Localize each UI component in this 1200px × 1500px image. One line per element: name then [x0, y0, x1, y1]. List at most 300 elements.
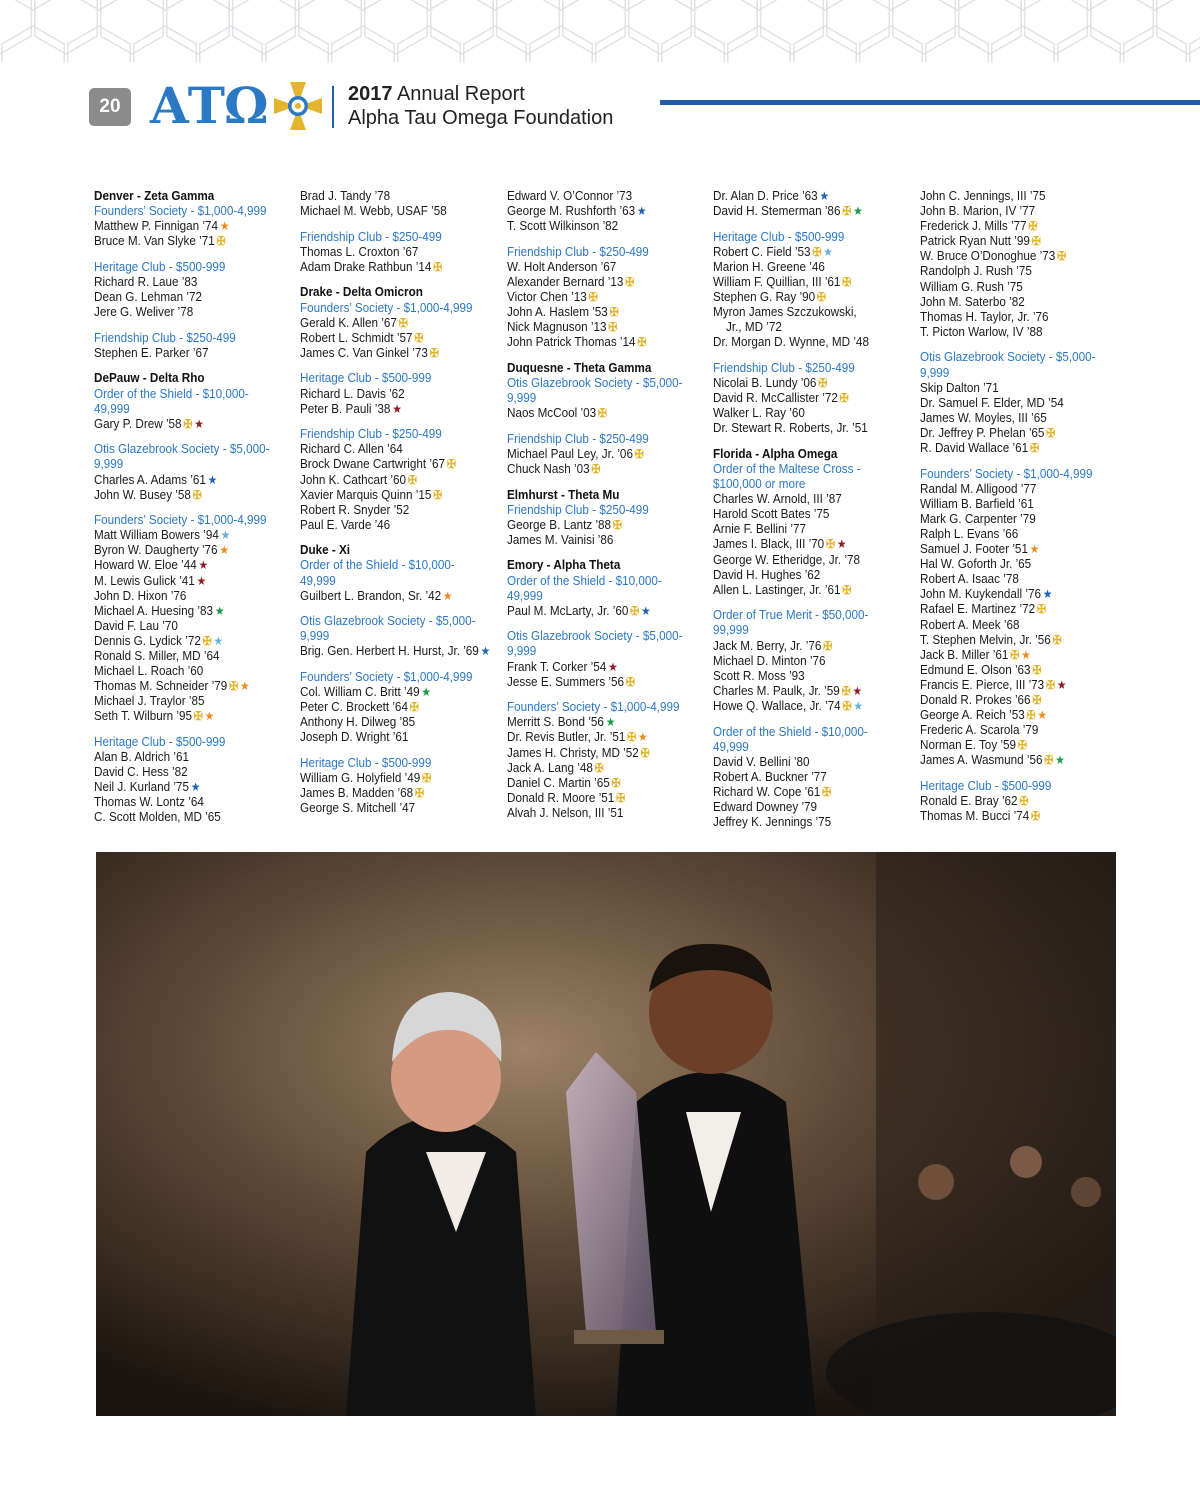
maltese-cross-icon: ✠ — [407, 472, 417, 487]
donor-name — [300, 487, 484, 502]
donor-name — [300, 330, 484, 345]
star-icon: ★ — [636, 204, 647, 219]
donor-name — [507, 304, 691, 319]
star-icon: ★ — [392, 401, 402, 416]
donor-name — [920, 752, 1104, 767]
donor-name — [94, 218, 278, 233]
donor-name-text: Mark G. Carpenter ’79 — [920, 510, 1036, 526]
donor-name — [94, 618, 278, 633]
giving-level: Otis Glazebrook Society - $5,000-9,999 — [94, 441, 270, 472]
donor-name-text: Jeffrey K. Jennings ’75 — [713, 814, 832, 830]
donor-name-text: John K. Cathcart ’60 — [300, 471, 407, 487]
donor-name-text: Jack A. Lang ’48 — [507, 759, 593, 775]
donor-name — [300, 699, 484, 714]
donor-name — [507, 775, 691, 790]
donor-name-text: Peter B. Pauli ’38 — [300, 400, 391, 416]
donor-name — [94, 749, 278, 764]
donor-name-text: Charles M. Paulk, Jr. ’59 — [713, 682, 840, 698]
donor-name — [300, 259, 484, 274]
star-icon: ★ — [853, 698, 864, 713]
donor-section — [713, 360, 897, 435]
donor-section — [94, 441, 278, 501]
donor-name — [507, 218, 691, 233]
donor-name — [507, 790, 691, 805]
donor-name — [920, 586, 1104, 601]
donor-name-text: M. Lewis Gulick ’41 — [94, 572, 195, 588]
maltese-cross-icon: ✠ — [616, 790, 626, 805]
donor-name — [920, 737, 1104, 752]
star-icon: ★ — [480, 644, 491, 659]
maltese-cross-icon: ✠ — [183, 416, 193, 431]
donor-name-text: Michael J. Traylor ’85 — [94, 693, 205, 709]
donor-name — [920, 380, 1104, 395]
star-icon: ★ — [198, 558, 209, 573]
donor-name — [300, 588, 484, 603]
donor-name — [94, 573, 278, 588]
maltese-cross-icon: ✠ — [409, 700, 419, 715]
donor-name-text: David R. McCallister ’72 — [713, 390, 838, 406]
maltese-cross-icon: ✠ — [1052, 632, 1062, 647]
donor-name — [300, 401, 484, 416]
donor-name — [94, 633, 278, 648]
donor-name — [94, 472, 278, 487]
giving-level: Founders’ Society - $1,000-4,999 — [94, 203, 267, 219]
giving-level: Founders’ Society - $1,000-4,999 — [507, 699, 680, 715]
star-icon: ★ — [836, 537, 847, 552]
donor-name — [300, 386, 484, 401]
chapter-heading: Florida - Alpha Omega — [713, 445, 838, 461]
donor-name — [920, 677, 1104, 692]
donor-name — [920, 263, 1104, 278]
donor-name — [94, 304, 278, 319]
donor-name — [507, 274, 691, 289]
donor-name — [713, 653, 897, 668]
chapter-heading: Denver - Zeta Gamma — [94, 188, 215, 203]
donor-name-text: Richard R. Laue ’83 — [94, 273, 198, 289]
donor-name — [920, 647, 1104, 662]
donor-name — [507, 334, 691, 349]
giving-level: Otis Glazebrook Society - $5,000-9,999 — [920, 349, 1096, 380]
donor-name-text: John M. Saterbo ’82 — [920, 293, 1025, 309]
donor-name-text: William G. Rush ’75 — [920, 278, 1023, 294]
donor-section — [300, 755, 484, 815]
header-rule — [660, 100, 1200, 105]
star-icon: ★ — [204, 709, 215, 724]
donor-name-text: Matt William Bowers ’94 — [94, 527, 219, 543]
donor-section — [300, 370, 484, 415]
donor-name — [713, 567, 897, 582]
donor-name-text: David C. Hess ’82 — [94, 764, 188, 780]
giving-level: Friendship Club - $250-499 — [507, 430, 649, 446]
donor-name-text: Frederic A. Scarola ’79 — [920, 722, 1039, 738]
donor-name-text: John Patrick Thomas ’14 — [507, 334, 636, 350]
donor-name-text: James I. Black, III ’70 — [713, 536, 825, 552]
hexagon-pattern-band — [0, 0, 1200, 62]
report-subtitle: Alpha Tau Omega Foundation — [348, 107, 614, 129]
donor-name-text: Peter C. Brockett ’64 — [300, 699, 408, 715]
donor-section — [300, 613, 491, 659]
donor-name — [300, 244, 484, 259]
star-icon: ★ — [852, 683, 863, 698]
donor-section — [300, 426, 484, 532]
donor-name-text: James H. Christy, MD ’52 — [507, 744, 639, 760]
donor-name-text: Bruce M. Van Slyke ’71 — [94, 233, 215, 249]
donor-name-text: Nicolai B. Lundy ’06 — [713, 375, 817, 391]
donor-name-text: Robert A. Buckner ’77 — [713, 768, 827, 784]
donor-name — [94, 648, 278, 663]
donor-name — [920, 218, 1104, 233]
donor-name-text: Dennis G. Lydick ’72 — [94, 632, 201, 648]
star-icon: ★ — [605, 715, 616, 730]
maltese-cross-icon: ✠ — [839, 391, 849, 406]
donor-name — [713, 552, 897, 567]
donor-name — [920, 324, 1104, 339]
chapter-heading: DePauw - Delta Rho — [94, 370, 205, 386]
donor-name — [713, 521, 897, 536]
star-icon: ★ — [608, 659, 618, 674]
logo-letters: ΑΤΩ — [150, 76, 268, 135]
donor-name — [94, 542, 278, 557]
donor-name-text: Dean G. Lehman ’72 — [94, 289, 202, 305]
donor-name — [94, 274, 278, 289]
donor-name — [920, 662, 1104, 677]
donor-section — [713, 724, 897, 830]
giving-level: Order of the Shield - $10,000-49,999 — [507, 572, 662, 603]
donor-name — [94, 678, 278, 693]
donor-name-text: Jack B. Miller ’61 — [920, 646, 1009, 662]
chapter-heading: Duquesne - Theta Gamma — [507, 359, 652, 375]
donor-name-text: Frank T. Corker ’54 — [507, 658, 607, 674]
donor-name — [713, 274, 897, 289]
donor-name-text: Nick Magnuson ’13 — [507, 319, 607, 335]
donor-name-text: Dr. Morgan D. Wynne, MD ’48 — [713, 334, 869, 350]
giving-level: Heritage Club - $500-999 — [300, 755, 432, 770]
star-icon: ★ — [1055, 753, 1065, 768]
donor-name — [507, 603, 691, 618]
donor-name-text: Adam Drake Rathbun ’14 — [300, 258, 432, 274]
maltese-cross-icon: ✠ — [625, 274, 635, 289]
donor-name — [94, 693, 278, 708]
giving-level: Otis Glazebrook Society - $5,000-9,999 — [507, 628, 683, 659]
donor-name — [713, 244, 897, 259]
maltese-cross-icon: ✠ — [433, 259, 443, 274]
donor-name-text: Walker L. Ray ’60 — [713, 405, 805, 421]
donor-name-text: Dr. Revis Butler, Jr. ’51 — [507, 729, 626, 745]
donor-name-text: Michael M. Webb, USAF ’58 — [300, 203, 447, 219]
giving-level: Friendship Club - $250-499 — [300, 228, 442, 244]
donor-name — [300, 517, 484, 532]
donor-name — [920, 601, 1104, 616]
maltese-cross-icon: ✠ — [812, 244, 822, 259]
donor-name-text: Thomas L. Croxton ’67 — [300, 243, 419, 259]
donor-name — [94, 527, 278, 542]
donor-name — [713, 375, 897, 390]
donor-name-text: Howe Q. Wallace, Jr. ’74 — [713, 697, 841, 713]
donor-section — [94, 330, 278, 360]
maltese-cross-icon: ✠ — [193, 709, 203, 724]
donor-name-text: Rafael E. Martinez ’72 — [920, 601, 1036, 617]
maltese-cross-icon: ✠ — [637, 335, 647, 350]
donor-name-text: George B. Lantz ’88 — [507, 516, 612, 532]
donor-name — [713, 188, 897, 203]
chapter-heading: Elmhurst - Theta Mu — [507, 486, 620, 502]
donor-name-text: Naos McCool ’03 — [507, 405, 597, 421]
donor-name — [920, 571, 1104, 586]
donor-name — [713, 799, 897, 814]
donor-name-text: Donald R. Prokes ’66 — [920, 692, 1031, 707]
donor-name — [713, 304, 897, 319]
donor-name — [94, 487, 278, 502]
maltese-cross-icon: ✠ — [816, 290, 826, 305]
giving-level: Heritage Club - $500-999 — [920, 777, 1052, 793]
star-icon: ★ — [214, 603, 225, 618]
donor-name-text: Ralph L. Evans ’66 — [920, 525, 1019, 541]
donor-name-text: George S. Mitchell ’47 — [300, 800, 416, 816]
donor-name — [507, 674, 691, 689]
donor-name-text: William F. Quillian, III ’61 — [713, 273, 841, 289]
donor-name-text: Joseph D. Wright ’61 — [300, 729, 409, 745]
donor-name — [300, 785, 484, 800]
donor-name — [713, 683, 897, 698]
donor-name-text: Edmund E. Olson ’63 — [920, 661, 1031, 677]
donor-name — [300, 770, 484, 785]
giving-level: Friendship Club - $250-499 — [507, 243, 649, 259]
donor-name-text: Frederick J. Mills ’77 — [920, 218, 1027, 234]
donor-name-text: T. Stephen Melvin, Jr. ’56 — [920, 631, 1051, 647]
donor-name — [507, 659, 691, 674]
donor-name-text: T. Picton Warlow, IV ’88 — [920, 323, 1043, 339]
donor-column-1 — [94, 188, 278, 835]
donor-name — [94, 416, 278, 431]
donor-name-text: Robert C. Field ’53 — [713, 243, 811, 259]
report-title — [348, 83, 613, 130]
star-icon: ★ — [1021, 647, 1031, 662]
maltese-cross-icon: ✠ — [640, 745, 650, 760]
donor-name — [507, 289, 691, 304]
donor-name-text: Matthew P. Finnigan ’74 — [94, 218, 219, 234]
giving-level: Founders’ Society - $1,000-4,999 — [300, 299, 473, 315]
donor-name-text: Allen L. Lastinger, Jr. ’61 — [713, 581, 841, 597]
donor-name — [94, 557, 278, 572]
donor-section — [507, 360, 691, 420]
donor-section — [94, 734, 278, 825]
donor-name — [94, 708, 278, 723]
donor-name-text: Ronald E. Bray ’62 — [920, 793, 1018, 809]
donor-name-text: Stephen E. Parker ’67 — [94, 344, 209, 360]
donor-name — [920, 410, 1104, 425]
donor-name — [920, 481, 1104, 496]
giving-level: Friendship Club - $250-499 — [300, 426, 442, 442]
donor-section — [94, 512, 278, 723]
donor-name — [507, 405, 691, 420]
star-icon: ★ — [219, 219, 230, 234]
giving-level: Founders’ Society - $1,000-4,999 — [300, 669, 473, 685]
maltese-cross-icon: ✠ — [1046, 425, 1056, 440]
giving-level: Order of the Maltese Cross - $100,000 or more — [713, 461, 861, 492]
donor-name-text: Randal M. Alligood ’77 — [920, 480, 1037, 496]
ato-logo — [150, 76, 324, 135]
giving-level: Friendship Club - $250-499 — [507, 501, 649, 517]
donor-name — [920, 279, 1104, 294]
giving-level: Founders’ Society - $1,000-4,999 — [94, 512, 267, 528]
header-divider — [332, 86, 334, 128]
donor-section — [713, 229, 897, 350]
donor-name-text: R. David Wallace ’61 — [920, 440, 1029, 455]
donor-name — [713, 390, 897, 405]
giving-level: Friendship Club - $250-499 — [713, 359, 855, 375]
donor-name — [920, 526, 1104, 541]
donor-name — [920, 395, 1104, 410]
maltese-cross-icon: ✠ — [594, 760, 604, 775]
maltese-cross-icon: ✠ — [841, 683, 851, 698]
donor-name — [300, 315, 484, 330]
maltese-cross-icon: ✠ — [625, 674, 635, 689]
donor-name — [713, 289, 897, 304]
star-icon: ★ — [207, 472, 218, 487]
donor-name-text: C. Scott Molden, MD ’65 — [94, 809, 221, 825]
giving-level: Heritage Club - $500-999 — [300, 370, 432, 386]
donor-name-text: James B. Madden ’68 — [300, 785, 414, 801]
donor-name-text: Alexander Bernard ’13 — [507, 273, 624, 289]
donor-name-text: Brad J. Tandy ’78 — [300, 188, 391, 203]
giving-level: Order of the Shield - $10,000-49,999 — [300, 557, 455, 588]
donor-name-text: James W. Moyles, III ’65 — [920, 409, 1047, 425]
donor-name — [507, 745, 691, 760]
donor-name-text: Paul M. McLarty, Jr. ’60 — [507, 602, 629, 618]
donor-name-text: Jack M. Berry, Jr. ’76 — [713, 637, 822, 653]
donor-name-text: W. Holt Anderson ’67 — [507, 258, 617, 274]
donor-name — [713, 334, 897, 349]
donor-name-text: Edward V. O’Connor ’73 — [507, 188, 633, 203]
donor-section — [300, 229, 484, 274]
chapter-heading: Drake - Delta Omicron — [300, 284, 423, 300]
donor-name — [920, 556, 1104, 571]
donor-name — [713, 784, 897, 799]
donor-name — [713, 582, 897, 597]
donor-name — [920, 309, 1104, 324]
donor-column-4 — [713, 188, 897, 840]
donor-name — [920, 511, 1104, 526]
donor-name-text: Merritt S. Bond ’56 — [507, 714, 604, 730]
donor-name-text: Michael D. Minton ’76 — [713, 652, 826, 668]
donor-section — [920, 349, 1104, 455]
donor-name-text: Xavier Marquis Quinn ’15 — [300, 486, 432, 502]
donor-name-text: Thomas M. Bucci ’74 — [920, 808, 1030, 824]
donor-name — [507, 461, 691, 476]
donor-name — [300, 684, 484, 699]
donor-name — [713, 491, 897, 506]
maltese-cross-icon: ✠ — [446, 457, 456, 472]
donor-name — [300, 441, 484, 456]
maltese-cross-icon: ✠ — [1046, 677, 1056, 692]
donor-name — [507, 259, 691, 274]
star-icon: ★ — [442, 588, 453, 603]
star-icon: ★ — [853, 204, 863, 219]
donor-name — [507, 203, 691, 218]
donor-name-text: Brig. Gen. Herbert H. Hurst, Jr. ’69 — [300, 643, 479, 659]
maltese-cross-icon: ✠ — [429, 345, 439, 360]
donor-name-text: Seth T. Wilburn ’95 — [94, 708, 192, 724]
star-icon: ★ — [421, 685, 432, 700]
donor-name-text: Howard W. Eloe ’44 — [94, 557, 197, 573]
donor-name — [94, 603, 278, 618]
donor-section — [920, 188, 1104, 339]
donor-name — [713, 506, 897, 521]
donor-name — [300, 729, 484, 744]
giving-level: Heritage Club - $500-999 — [94, 734, 226, 749]
donor-name-text: Jesse E. Summers ’56 — [507, 673, 625, 689]
donor-name — [713, 814, 897, 829]
donor-name-text: David H. Hughes ’62 — [713, 566, 821, 582]
donor-name — [507, 714, 691, 729]
donor-name — [713, 769, 897, 784]
maltese-cross-icon: ✠ — [1028, 219, 1038, 234]
donor-name-text: Dr. Samuel F. Elder, MD ’54 — [920, 394, 1064, 410]
chapter-heading: Emory - Alpha Theta — [507, 557, 621, 573]
donor-name-text: Paul E. Varde ’46 — [300, 516, 391, 532]
donor-section — [507, 699, 691, 820]
donor-name — [94, 345, 278, 360]
donor-name — [300, 714, 484, 729]
donor-name-text: Ronald S. Miller, MD ’64 — [94, 648, 220, 664]
maltese-cross-icon: ✠ — [630, 603, 640, 618]
donor-name — [507, 532, 691, 547]
donor-section — [507, 244, 691, 350]
donor-section — [94, 188, 278, 248]
donor-section — [920, 466, 1104, 768]
donor-section — [300, 188, 484, 218]
giving-level: Order of the Shield - $10,000-49,999 — [94, 385, 249, 416]
maltese-cross-icon: ✠ — [612, 517, 622, 532]
donor-name-text: Thomas M. Schneider ’79 — [94, 678, 228, 694]
star-icon: ★ — [1042, 587, 1053, 602]
donor-name-text: Richard C. Allen ’64 — [300, 441, 403, 457]
donor-name-text: Hal W. Goforth Jr. ’65 — [920, 556, 1032, 572]
donor-section — [507, 431, 691, 476]
maltese-cross-icon: ✠ — [398, 315, 408, 330]
donor-name — [920, 692, 1104, 707]
maltese-cross-icon: ✠ — [1029, 441, 1040, 455]
donor-section — [507, 188, 691, 233]
donor-name-text: Guilbert L. Brandon, Sr. ’42 — [300, 587, 442, 603]
donor-name-text: John C. Jennings, III ’75 — [920, 188, 1046, 203]
donor-name-text: Arnie F. Bellini ’77 — [713, 521, 806, 537]
donor-name-text: Byron W. Daugherty ’76 — [94, 542, 218, 558]
maltese-cross-icon: ✠ — [1036, 602, 1046, 617]
donor-name-text: Harold Scott Bates ’75 — [713, 506, 830, 522]
giving-level: Order of the Shield - $10,000-49,999 — [713, 723, 868, 754]
maltese-cross-icon: ✠ — [822, 784, 832, 799]
donor-name-text: Robert A. Isaac ’78 — [920, 571, 1019, 587]
donor-name-text: Anthony H. Dilweg ’85 — [300, 714, 416, 730]
donor-name-text: George W. Etheridge, Jr. ’78 — [713, 551, 860, 567]
donor-name-text: Francis E. Pierce, III ’73 — [920, 676, 1045, 692]
donor-name — [300, 643, 491, 659]
donor-name-text: James A. Wasmund ’56 — [920, 752, 1043, 768]
maltese-cross-icon: ✠ — [842, 582, 852, 597]
donor-name-text: Marion H. Greene ’46 — [713, 258, 825, 274]
star-icon: ★ — [1037, 708, 1048, 723]
maltese-cross-icon: ✠ — [1031, 234, 1041, 249]
donor-name-text: Edward Downey ’79 — [713, 798, 818, 814]
giving-level: Friendship Club - $250-499 — [94, 329, 236, 345]
donor-name-text: Chuck Nash ’03 — [507, 461, 590, 476]
donor-name-text: Robert A. Meek ’68 — [920, 616, 1020, 632]
maltese-cross-icon: ✠ — [634, 446, 644, 461]
star-icon: ★ — [194, 416, 204, 431]
donor-name-text: Thomas W. Lontz ’64 — [94, 794, 204, 810]
maltese-cross-icon: ✠ — [1032, 693, 1042, 707]
